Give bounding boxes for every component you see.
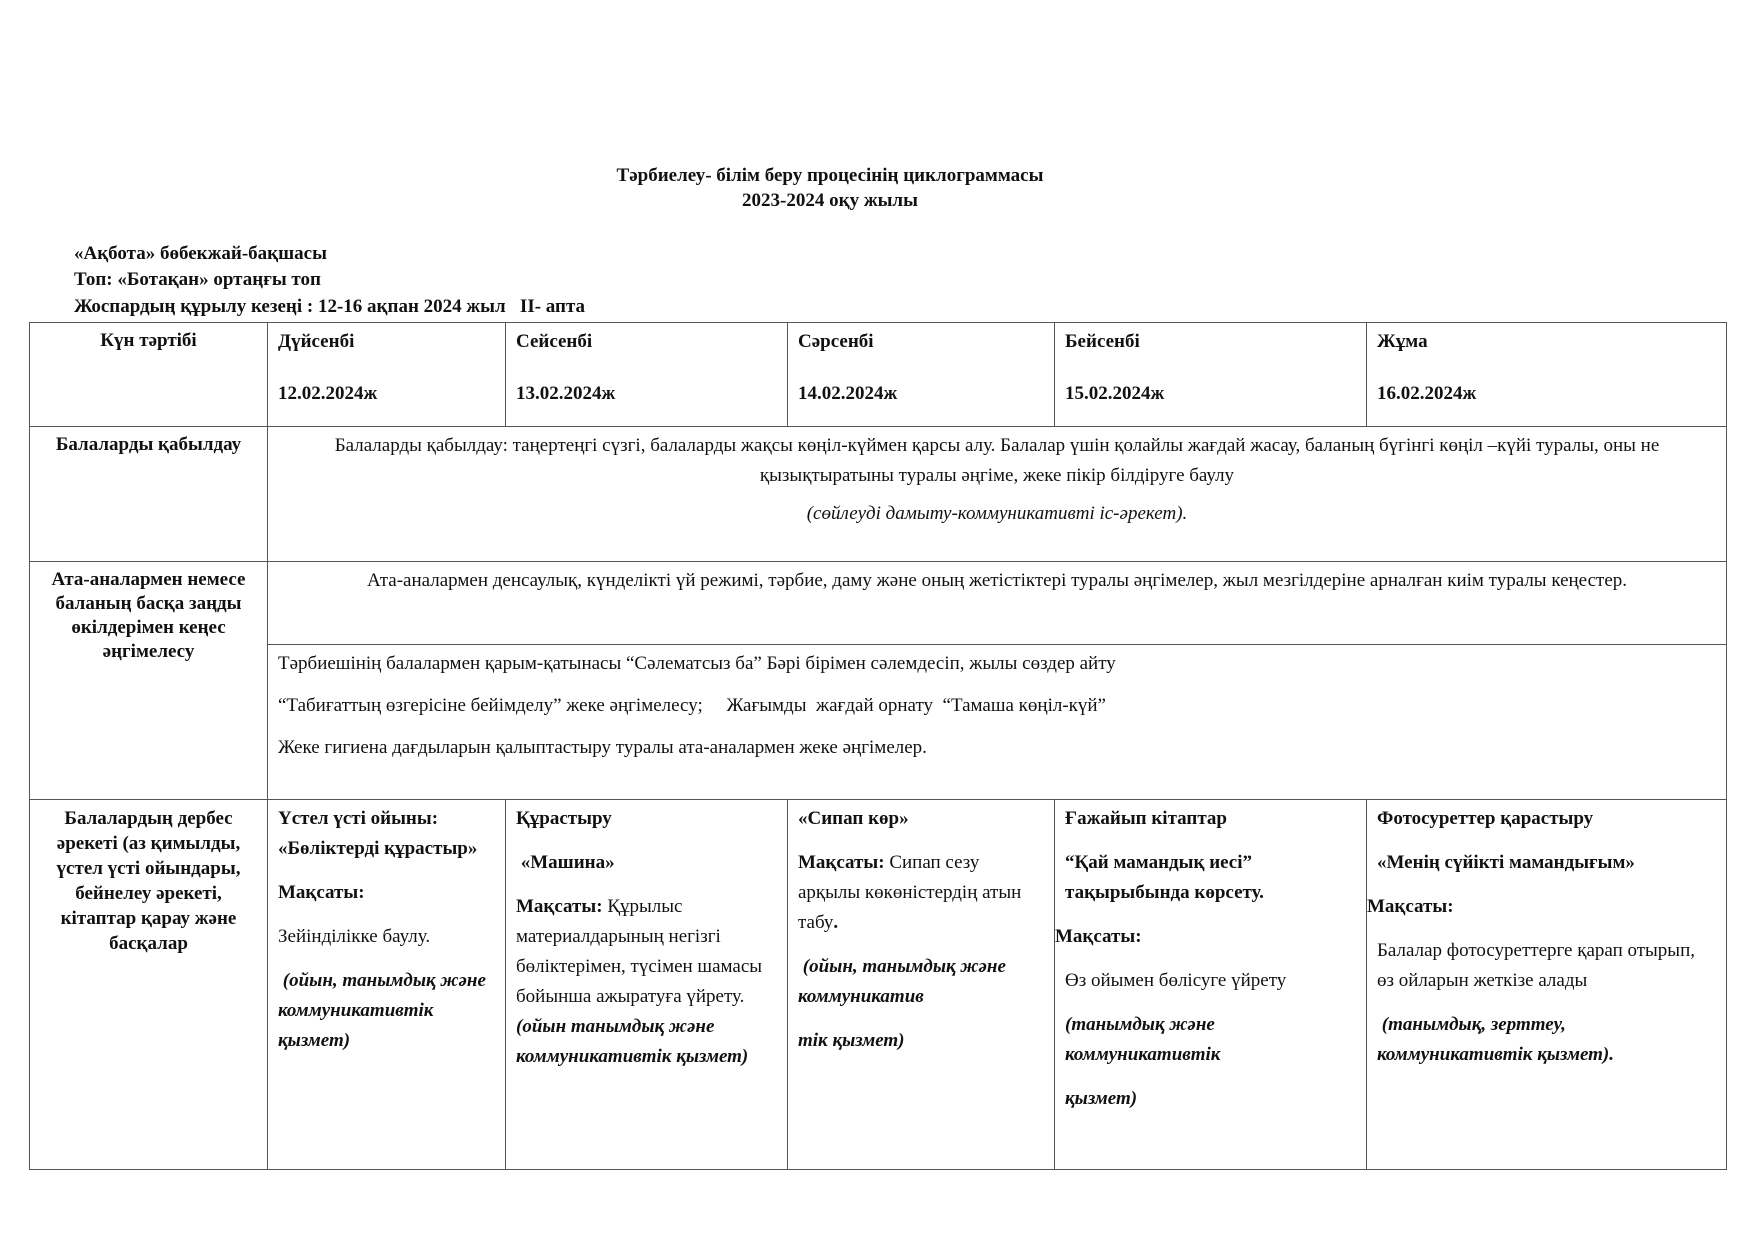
- activity-note: (танымдық, зерттеу, коммуникативтік қызмет).: [1377, 1014, 1614, 1065]
- goal-text: Зейінділікке баулу.: [278, 926, 431, 947]
- activity-label-cell: [30, 800, 268, 1170]
- conversation-line: “Табиғаттың өзгерісіне бейімделу” жеке әңгімелесу; Жағымды жағдай орнату “Тамаша көңіл-күй”: [278, 695, 1106, 716]
- day-date: 15.02.2024ж: [1065, 383, 1165, 404]
- reception-label: Балаларды қабылдау: [55, 434, 242, 455]
- goal-label: Мақсаты:: [1367, 896, 1454, 917]
- goal-paragraph: [516, 892, 777, 1072]
- goal-text: Сипап сезу арқылы көкөністердің атын табу: [798, 852, 1022, 933]
- activity-tuesday-cell: [506, 800, 788, 1170]
- activity-note-cont: қызмет): [1065, 1088, 1138, 1109]
- day-date: 14.02.2024ж: [798, 383, 898, 404]
- reception-note: (сөйлеуді дамыту-коммуникативті іс-әрекет).: [806, 503, 1188, 524]
- goal-text: Құрылыс материалдарының негізгі бөліктерімен, түсімен шамасы бойынша ажыратуға үйрету.: [516, 896, 763, 1007]
- kindergarten-name: «Ақбота» бөбекжай-бақшасы: [74, 243, 327, 264]
- activity-title: Үстел үсті ойыны: «Бөліктерді құрастыр»: [278, 808, 478, 859]
- parents-row: [30, 562, 1727, 645]
- activity-label: Балалардың дербес әрекеті (аз қимылды, үстел үсті ойындары, бейнелеу әрекеті, кітаптар қарау және басқалар: [56, 808, 241, 954]
- document-title: Тәрбиелеу- білім беру процесінің циклограммасы: [616, 165, 1044, 186]
- activity-subtitle: «Менің сүйікті мамандығым»: [1377, 852, 1635, 873]
- goal-paragraph: [798, 848, 1044, 938]
- activity-row: [30, 800, 1727, 1170]
- activity-title: «Сипап көр»: [798, 808, 909, 829]
- activity-subtitle: «Машина»: [516, 852, 615, 873]
- goal-text: Балалар фотосуреттерге қарап отырып, өз ойларын жеткізе алады: [1377, 940, 1695, 991]
- day-date: 12.02.2024ж: [278, 383, 378, 404]
- activity-note: (ойын, танымдық және коммуникативтік қызмет): [278, 970, 491, 1051]
- parents-consult-text: Ата-аналармен денсаулық, күнделікті үй режимі, тәрбие, даму және оның жетістіктері туралы әңгімелер, жыл мезгілдеріне арналған киім туралы кеңестер.: [366, 570, 1628, 591]
- day-date: 13.02.2024ж: [516, 383, 616, 404]
- parents-conversation-cell: [268, 645, 1727, 800]
- goal-text: Өз ойымен бөлісуге үйрету: [1065, 970, 1287, 991]
- activity-title: Ғажайып кітаптар: [1065, 808, 1227, 829]
- cyclogram-table: [29, 322, 1727, 1170]
- activity-title: Құрастыру: [516, 808, 612, 829]
- activity-wednesday-cell: [788, 800, 1055, 1170]
- day-name: Сәрсенбі: [798, 331, 874, 352]
- reception-row: [30, 427, 1727, 562]
- parents-consult-cell: [268, 562, 1727, 645]
- activity-monday-cell: [268, 800, 506, 1170]
- goal-label: Мақсаты:: [516, 896, 603, 917]
- day-name: Сейсенбі: [516, 331, 593, 352]
- parents-label-cell: [30, 562, 268, 800]
- reception-text: Балаларды қабылдау: таңертеңгі сүзгі, балаларды жақсы көңіл-күймен қарсы алу. Балалар үшін қолайлы жағдай жасау, баланың бүгінгі көңіл –күйі туралы, оны не қызықтыратыны туралы әңгіме, жеке пікір білдіруге баулу: [334, 435, 1660, 486]
- activity-note: (ойын танымдық және коммуникативтік қызмет): [516, 1016, 749, 1067]
- activity-subtitle: “Қай мамандық иесі” тақырыбында көрсету.: [1065, 852, 1264, 903]
- goal-label: Мақсаты:: [798, 852, 885, 873]
- day-name: Жұма: [1377, 331, 1428, 352]
- parents-label: Ата-аналармен немесе баланың басқа заңды өкілдерімен кеңес әңгімелесу: [51, 569, 246, 662]
- activity-note: (ойын, танымдық және коммуникатив: [798, 956, 1011, 1007]
- goal-end: .: [833, 912, 839, 933]
- schedule-header-label: Күн тәртібі: [100, 330, 197, 351]
- day-date: 16.02.2024ж: [1377, 383, 1477, 404]
- activity-note: (танымдық және коммуникативтік: [1065, 1014, 1221, 1065]
- day-header-wednesday: [788, 323, 1055, 427]
- goal-label: Мақсаты:: [278, 882, 365, 903]
- day-header-monday: [268, 323, 506, 427]
- day-header-thursday: [1055, 323, 1367, 427]
- day-header-tuesday: [506, 323, 788, 427]
- day-header-friday: [1367, 323, 1727, 427]
- plan-period: Жоспардың құрылу кезеңі : 12-16 ақпан 2024 жыл ІІ- апта: [74, 296, 586, 317]
- academic-year: 2023-2024 оқу жылы: [742, 190, 918, 211]
- goal-label: Мақсаты:: [1055, 926, 1142, 947]
- reception-label-cell: [30, 427, 268, 562]
- schedule-header-cell: [30, 323, 268, 427]
- activity-title: Фотосуреттер қарастыру: [1377, 808, 1594, 829]
- parents-conversation-row: [30, 645, 1727, 800]
- conversation-line: Тәрбиешінің балалармен қарым-қатынасы “Сәлематсыз ба” Бәрі бірімен сәлемдесіп, жылы сөздер айту: [278, 653, 1116, 674]
- activity-friday-cell: [1367, 800, 1727, 1170]
- reception-content-cell: [268, 427, 1727, 562]
- group-name: Топ: «Ботақан» ортаңғы топ: [74, 269, 321, 290]
- table-header-row: [30, 323, 1727, 427]
- day-name: Бейсенбі: [1065, 331, 1140, 352]
- day-name: Дүйсенбі: [278, 331, 355, 352]
- conversation-line: Жеке гигиена дағдыларын қалыптастыру туралы ата-аналармен жеке әңгімелер.: [278, 737, 927, 758]
- activity-thursday-cell: [1055, 800, 1367, 1170]
- activity-note-cont: тік қызмет): [798, 1030, 905, 1051]
